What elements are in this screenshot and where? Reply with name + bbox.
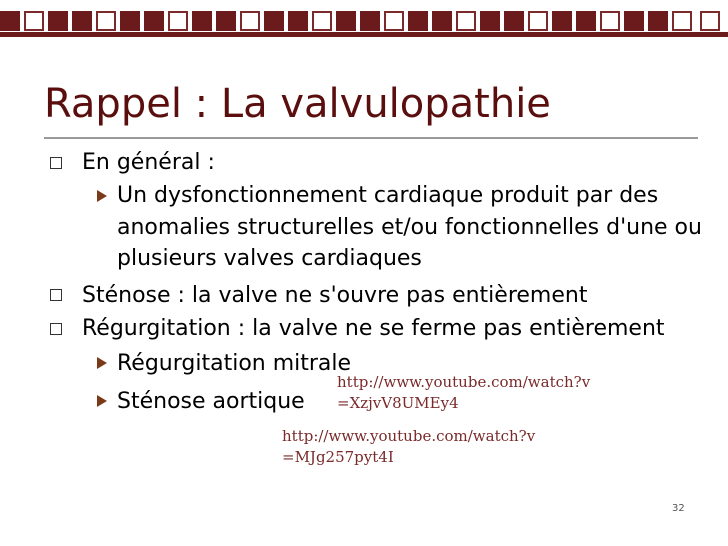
decorative-square	[120, 11, 140, 31]
decorative-square	[700, 11, 720, 31]
decorative-square	[240, 11, 260, 31]
bullet-regurgitation: Régurgitation : la valve ne se ferme pas entièrement	[82, 316, 665, 341]
decorative-square	[672, 11, 692, 31]
decorative-square	[408, 11, 428, 31]
decorative-square	[192, 11, 212, 31]
video-link-1-line-1[interactable]: http://www.youtube.com/watch?v	[337, 373, 591, 391]
decorative-square	[624, 11, 644, 31]
bullet-stenose: Sténose : la valve ne s'ouvre pas entièrement	[82, 283, 588, 308]
bullet-regurgitation-mitrale: Régurgitation mitrale	[117, 351, 352, 376]
square-bullet-icon	[50, 289, 62, 301]
decorative-square	[504, 11, 524, 31]
header-decoration	[0, 0, 728, 37]
video-link-2-line-2[interactable]: =MJg257pyt4I	[282, 448, 394, 466]
decorative-square	[96, 11, 116, 31]
decorative-square	[264, 11, 284, 31]
video-link-1-line-2[interactable]: =XzjvV8UMEy4	[337, 394, 459, 412]
decorative-square	[432, 11, 452, 31]
bullet-definition-line-2: anomalies structurelles et/ou fonctionnelles d'une ou	[117, 215, 702, 240]
square-bullet-icon	[50, 157, 62, 169]
decorative-square	[336, 11, 356, 31]
decorative-square	[168, 11, 188, 31]
decorative-square	[72, 11, 92, 31]
decorative-squares	[0, 11, 728, 33]
video-link-2-line-1[interactable]: http://www.youtube.com/watch?v	[282, 427, 536, 445]
square-bullet-icon	[50, 323, 62, 335]
decorative-square	[288, 11, 308, 31]
decorative-square	[528, 11, 548, 31]
slide-title: Rappel : La valvulopathie	[44, 81, 551, 127]
bullet-general: En général :	[82, 150, 215, 175]
triangle-bullet-icon	[97, 395, 107, 407]
decorative-square	[48, 11, 68, 31]
decorative-square	[216, 11, 236, 31]
triangle-bullet-icon	[97, 190, 107, 202]
decorative-square	[552, 11, 572, 31]
triangle-bullet-icon	[97, 357, 107, 369]
decorative-square	[576, 11, 596, 31]
decorative-square	[456, 11, 476, 31]
bullet-stenose-aortique: Sténose aortique	[117, 389, 305, 414]
title-divider	[44, 137, 698, 139]
decorative-square	[312, 11, 332, 31]
page-number: 32	[672, 503, 685, 514]
decorative-square	[600, 11, 620, 31]
decorative-square	[360, 11, 380, 31]
decorative-square	[648, 11, 668, 31]
decorative-square	[24, 11, 44, 31]
decorative-square	[384, 11, 404, 31]
header-band-line	[0, 32, 728, 37]
decorative-square	[144, 11, 164, 31]
bullet-definition-line-3: plusieurs valves cardiaques	[117, 246, 422, 271]
decorative-square	[480, 11, 500, 31]
bullet-definition-line-1: Un dysfonctionnement cardiaque produit par des	[117, 183, 659, 208]
decorative-square	[0, 11, 20, 31]
